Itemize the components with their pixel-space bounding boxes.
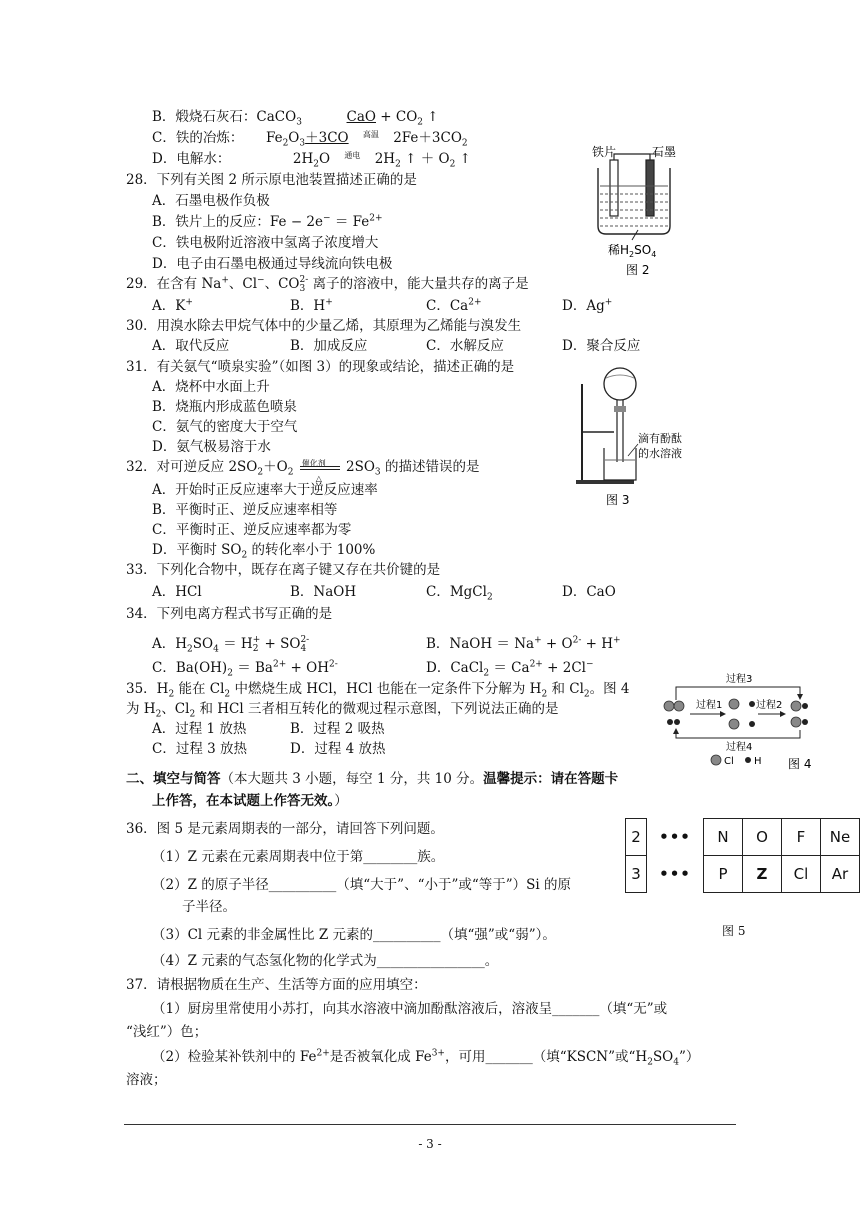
fig2-label-graphite: 石墨 [652, 145, 677, 159]
q30-option-c: C．水解反应 [426, 338, 504, 354]
element-cell: Ar [821, 856, 860, 893]
ellipsis-cell: ••• [647, 856, 704, 893]
q33-option-b: B．NaOH [290, 584, 357, 600]
q32-option-c: C．平衡时正、逆反应速率都为零 [152, 522, 352, 538]
q37-part-1: （1）厨房里常使用小苏打，向其水溶液中滴加酚酞溶液后，溶液呈_______（填“无”或 [152, 1001, 668, 1017]
q31-option-b: B．烧瓶内形成蓝色喷泉 [152, 399, 297, 415]
q34-option-b: B．NaOH ＝ $Na^+ + O^{2-} + H^+$ [426, 635, 621, 652]
q29-stem: 29．在含有 Na+、Cl−、CO 2- 3 离子的溶液中，能大量共存的离子是 [126, 274, 529, 294]
fig2-label-acid: 稀$H_2SO_4$ [608, 243, 657, 259]
option-b-calcination: B．煅烧石灰石：CaCO$_3$ CaO + $CO_2$ ↑ [152, 109, 439, 128]
ellipsis-cell: ••• [647, 819, 704, 856]
period-cell: 2 [626, 819, 647, 856]
section-2-heading: 二、填空与简答（本大题共 3 小题，每空 1 分，共 10 分。温馨提示：请在答题卡 [126, 771, 619, 787]
q30-option-b: B．加成反应 [290, 338, 368, 354]
table-row [626, 856, 860, 893]
q34-stem: 34．下列电离方程式书写正确的是 [126, 606, 333, 622]
q33-option-d: D．CaO [562, 584, 616, 600]
q37-part-2: （2）检验某补铁剂中的 $Fe^{2+}$是否被氧化成 $Fe^{3+}$，可用_______（填“KSCN”或“$H_2SO_4$”） [152, 1048, 700, 1068]
q35-option-d: D．过程 4 放热 [290, 741, 386, 757]
q35-option-b: B．过程 2 吸热 [290, 721, 385, 737]
fig4-label-process2: 过程2 [756, 700, 783, 711]
fig4-label-process4: 过程4 [726, 742, 753, 753]
q36-part-3: （3）Cl 元素的非金属性比 Z 元素的__________（填“强”或“弱”）。 [152, 927, 556, 943]
q32-option-b: B．平衡时正、逆反应速率相等 [152, 502, 338, 518]
fig4-legend-cl: Cl [724, 756, 734, 767]
q36-stem: 36．图 5 是元素周期表的一部分，请回答下列问题。 [126, 821, 444, 837]
q28-option-b: B．铁片上的反应：$Fe - 2e^- = Fe^{2+}$ [152, 213, 383, 230]
q32-option-d: D．平衡时 $SO_2$ 的转化率小于 100% [152, 542, 376, 561]
q30-option-d: D．聚合反应 [562, 338, 641, 354]
element-cell: O [743, 819, 782, 856]
element-cell: P [704, 856, 743, 893]
q34-option-a: A．$H_2SO_4 = H$ + 2 + SO 2- 4 [152, 634, 310, 655]
fig3-label-1: 滴有酚酞 [638, 432, 682, 445]
q34-option-d: D．CaCl$_2$ ＝ $Ca^{2+} + 2Cl^-$ [426, 659, 594, 679]
fig4-legend-h: H [754, 756, 762, 767]
fig5-caption: 图 5 [722, 924, 746, 938]
q37-stem: 37．请根据物质在生产、生活等方面的应用填空： [126, 977, 427, 993]
q36-part-2: （2）Z 的原子半径__________（填“大于”、“小于”或“等于”）Si 的原 [152, 877, 572, 893]
fig2-label-iron: 铁片 [592, 145, 617, 159]
option-d-electrolysis: D．电解水： $2H_2O$ $^{通电}$ $2H_2$ ↑ ＋ $O_2$ ↑ [152, 151, 471, 170]
fig3-caption: 图 3 [606, 493, 630, 507]
q33-option-c: C．MgCl$_2$ [426, 584, 493, 603]
fig3-label-2: 的水溶液 [638, 447, 682, 460]
q29-option-b: B．H+ [290, 297, 333, 314]
period-cell: 3 [626, 856, 647, 893]
section-2-tip: 上作答，在本试题上作答无效。） [152, 793, 348, 809]
element-cell: N [704, 819, 743, 856]
q30-stem: 30．用溴水除去甲烷气体中的少量乙烯，其原理为乙烯能与溴发生 [126, 318, 522, 334]
element-cell: F [782, 819, 821, 856]
q33-stem: 33．下列化合物中，既存在离子键又存在共价键的是 [126, 562, 441, 578]
q28-option-c: C．铁电极附近溶液中氢离子浓度增大 [152, 235, 379, 251]
fig4-label-process3: 过程3 [726, 674, 753, 685]
reversible-arrow-icon: 催化剂 △ [298, 461, 342, 475]
element-cell: Cl [782, 856, 821, 893]
figure-3-fountain-experiment [574, 364, 694, 512]
q28-option-a: A．石墨电极作负极 [152, 193, 270, 209]
figure-5-periodic-table [625, 818, 860, 893]
fig2-caption: 图 2 [626, 263, 650, 277]
q34-option-c: C．$Ba(OH)_2 = Ba^{2+} + OH^{2-}$ [152, 659, 338, 679]
q33-option-a: A．HCl [152, 584, 202, 600]
q29-option-c: C．$Ca^{2+}$ [426, 297, 482, 314]
figure-4-reaction-process [656, 672, 820, 776]
q35-option-c: C．过程 3 放热 [152, 741, 248, 757]
q28-stem: 28．下列有关图 2 所示原电池装置描述正确的是 [126, 172, 417, 188]
page-number: - 3 - [418, 1137, 442, 1151]
q30-option-a: A．取代反应 [152, 338, 230, 354]
figure-2-galvanic-cell [588, 142, 698, 282]
footer-divider [124, 1124, 736, 1125]
q32-stem: 32．对可逆反应 $2SO_2+O_2$ 催化剂 △ $2SO_3$ 的描述错误的是 [126, 458, 480, 483]
q29-option-d: D．Ag+ [562, 297, 613, 314]
fig4-caption: 图 4 [788, 757, 812, 771]
fig4-label-process1: 过程1 [696, 700, 723, 711]
q37-part-2-cont: 溶液； [126, 1072, 167, 1088]
option-c-iron-smelting: C．铁的冶炼： $Fe_2O_3+3CO$ $^{高温}$ $2Fe+3CO_2$ [152, 130, 468, 149]
q31-option-d: D．氨气极易溶于水 [152, 439, 271, 455]
q35-stem-line2: 为 $H_2$、$Cl_2$ 和 HCl 三者相互转化的微观过程示意图，下列说法正确的是 [126, 701, 559, 720]
q36-part-2-cont: 子半径。 [182, 899, 236, 915]
table-row [626, 819, 860, 856]
q31-option-c: C．氨气的密度大于空气 [152, 419, 298, 435]
q31-stem: 31．有关氨气“喷泉实验”（如图 3）的现象或结论，描述正确的是 [126, 359, 515, 375]
q35-stem-line1: 35．$H_2$ 能在 $Cl_2$ 中燃烧生成 HCl，HCl 也能在一定条件下分解为 $H_2$ 和 $Cl_2$。图 4 [126, 681, 630, 700]
q31-option-a: A．烧杯中水面上升 [152, 379, 270, 395]
q37-part-1-cont: “浅红”）色； [126, 1024, 208, 1040]
q36-part-4: （4）Z 元素的气态氢化物的化学式为________________。 [152, 953, 499, 969]
q28-option-d: D．电子由石墨电极通过导线流向铁电极 [152, 256, 393, 272]
q35-option-a: A．过程 1 放热 [152, 721, 247, 737]
q36-part-1: （1）Z 元素在元素周期表中位于第________族。 [152, 849, 445, 865]
q32-option-a: A．开始时正反应速率大于逆反应速率 [152, 482, 378, 498]
element-cell: Z [743, 856, 782, 893]
q29-option-a: A．K+ [152, 297, 193, 314]
element-cell: Ne [821, 819, 860, 856]
